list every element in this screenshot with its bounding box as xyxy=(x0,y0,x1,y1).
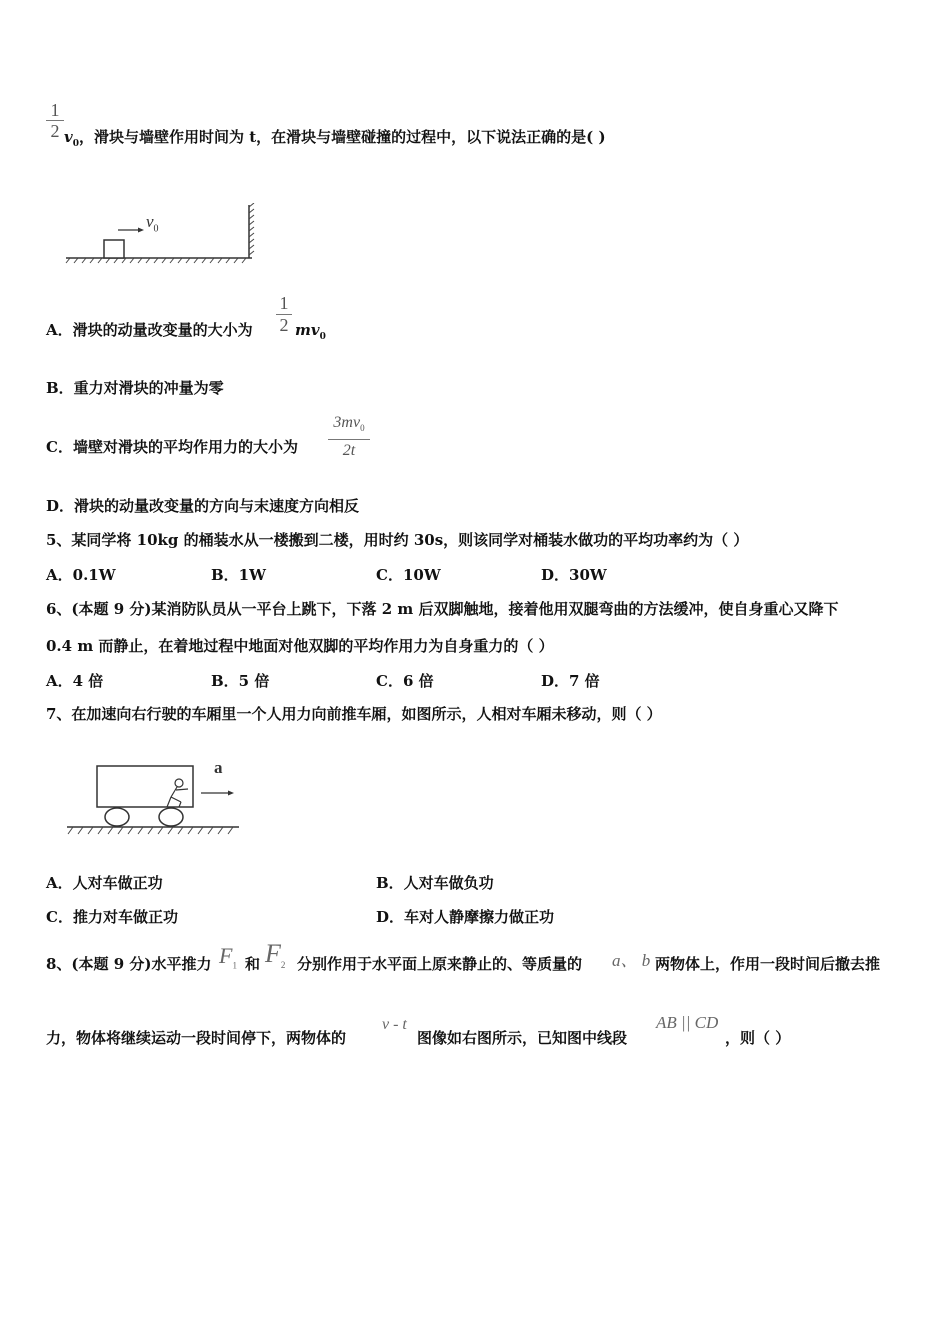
q8-stem-part2: 分别作用于水平面上原来静止的、等质量的 xyxy=(297,955,583,973)
stem-v: v xyxy=(64,128,73,146)
option-a-fraction-denominator: 2 xyxy=(276,314,292,336)
q8-vt: v - t xyxy=(382,1016,407,1033)
q8-and: 和 xyxy=(245,955,261,973)
q5-option-b: B．1W xyxy=(211,566,266,584)
q8-abcd: AB || CD xyxy=(656,1013,719,1032)
q6-option-b: B．5 倍 xyxy=(211,672,270,690)
q8-line2-part3: ，则（ ） xyxy=(725,1029,791,1047)
q8-line2-part1: 力，物体将继续运动一段时间停下，两物体的 xyxy=(46,1029,347,1047)
q8-stem-part3: 两物体上，作用一段时间后撤去推 xyxy=(655,955,881,973)
q6-option-d: D．7 倍 xyxy=(541,672,600,690)
q8-line2-part2: 图像如右图所示，已知图中线段 xyxy=(417,1029,628,1047)
stem-fraction xyxy=(46,100,64,141)
q7-option-b: B．人对车做负功 xyxy=(376,874,494,892)
figure-label-a: a xyxy=(214,758,223,777)
q8-f1: $F_1$ xyxy=(219,943,237,971)
stem-fraction-denominator: 2 xyxy=(46,120,64,141)
q7-option-a: A．人对车做正功 xyxy=(46,874,163,892)
q5-stem: 5、某同学将 10kg 的桶装水从一楼搬到二楼，用时约 30s，则该同学对桶装水做功的平均功率约为（ ） xyxy=(46,531,749,549)
ground-hatching xyxy=(68,827,233,834)
q7-option-d: D．车对人静摩擦力做正功 xyxy=(376,908,555,926)
q5-option-d: D．30W xyxy=(541,566,607,584)
q4-option-a: A．滑块的动量改变量的大小为 xyxy=(46,321,253,339)
car-wheel-right xyxy=(159,808,183,826)
q6-option-c: C．6 倍 xyxy=(376,672,434,690)
q8-stem-part1: 8、(本题 9 分)水平推力 xyxy=(46,955,212,973)
q4-stem xyxy=(64,127,606,154)
option-a-tail: $mv_0$ xyxy=(295,321,326,342)
block-wall-figure xyxy=(60,203,260,268)
q5-option-c: C．10W xyxy=(376,566,441,584)
q7-option-c: C．推力对车做正功 xyxy=(46,908,178,926)
stem-v-sub: 0 xyxy=(72,139,79,149)
option-c-fraction xyxy=(328,412,370,462)
acceleration-arrowhead xyxy=(228,791,234,796)
car-wheel-left xyxy=(105,808,129,826)
stem-fraction-numerator: 1 xyxy=(50,100,60,120)
velocity-arrowhead xyxy=(138,228,144,233)
figure-label-v0: $v_0$ xyxy=(146,212,159,235)
q8-f2: $F_2$ xyxy=(265,939,286,971)
sliding-block xyxy=(104,240,124,258)
q6-option-a: A．4 倍 xyxy=(46,672,104,690)
q4-option-b: B．重力对滑块的冲量为零 xyxy=(46,379,224,397)
q4-option-c: C．墙壁对滑块的平均作用力的大小为 xyxy=(46,438,298,456)
q7-stem: 7、在加速向右行驶的车厢里一个人用力向前推车厢，如图所示，人相对车厢未移动，则（ ） xyxy=(46,705,662,723)
q6-stem-line1: 6、(本题 9 分)某消防队员从一平台上跳下，下落 2 m 后双脚触地，接着他用双腿弯曲的方法缓冲，使自身重心又降下 xyxy=(46,600,839,618)
q4-stem-text: ，滑块与墙壁作用时间为 t，在滑块与墙壁碰撞的过程中，以下说法正确的是( ) xyxy=(78,128,606,146)
option-a-fraction-numerator: 1 xyxy=(279,293,289,313)
q8-ab: a、 b xyxy=(612,951,651,970)
q4-option-d: D．滑块的动量改变量的方向与末速度方向相反 xyxy=(46,497,360,515)
option-c-fraction-denominator: 2t xyxy=(328,439,370,462)
option-c-fraction-numerator: $3mv_0$ xyxy=(333,414,365,434)
q5-option-a: A．0.1W xyxy=(46,566,116,584)
q6-stem-line2: 0.4 m 而静止，在着地过程中地面对他双脚的平均作用力为自身重力的（ ） xyxy=(46,637,554,655)
option-a-fraction xyxy=(276,293,292,336)
